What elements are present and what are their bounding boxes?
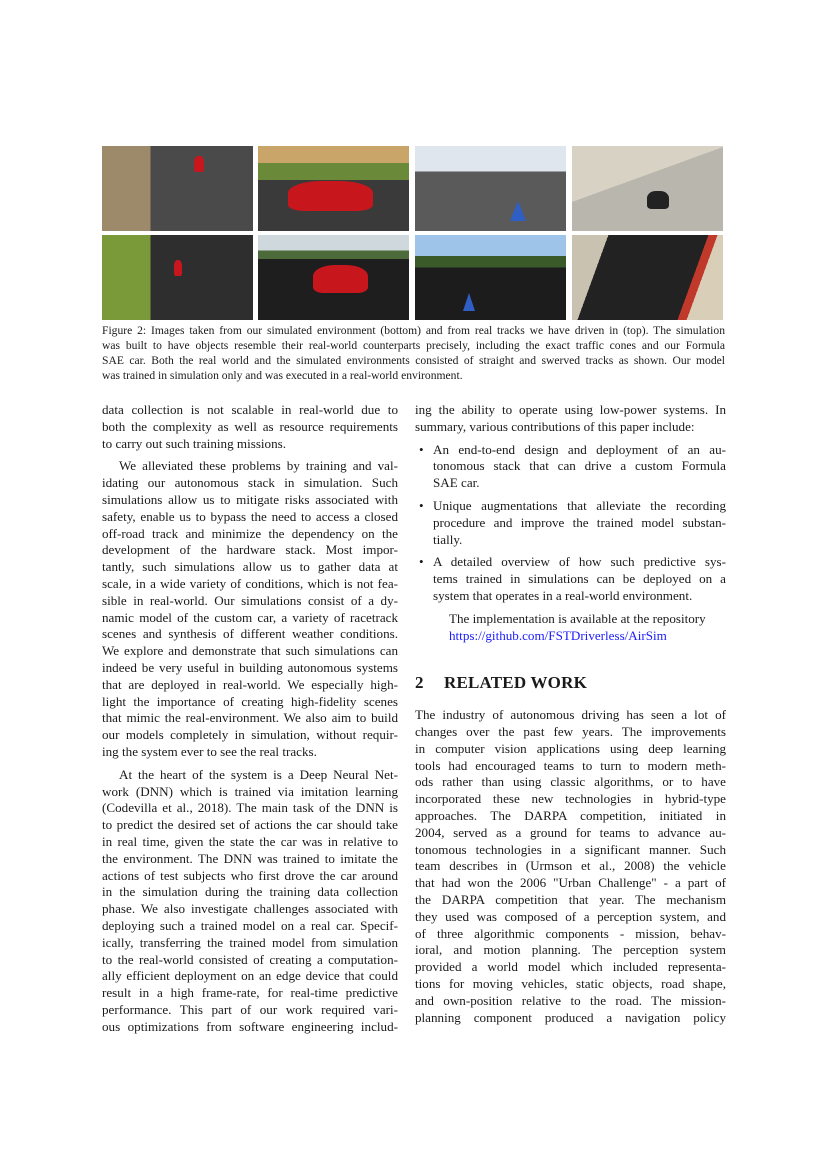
text-line: ods rather than using classic algorithms, or to have — [415, 774, 726, 790]
caption-line: Figure 2: Images taken from our simulated environment (bottom) and from real tracks we have driven in (top). The simulation — [102, 324, 725, 337]
body-paragraph — [102, 402, 398, 452]
contribution-bullet — [415, 554, 726, 604]
section-heading — [415, 675, 726, 692]
text-line: ing the ability to operate using low-power systems. In — [415, 402, 726, 417]
text-line: scale, in a wide variety of conditions, which is not fea- — [102, 575, 398, 591]
text-line: performance. This part of our work required vari- — [102, 1001, 398, 1017]
photo-real-formula-car — [258, 146, 409, 231]
text-line: procedure and improve the trained model substan- — [433, 514, 726, 530]
text-line: both the complexity as well as resource requirements — [102, 418, 398, 434]
right-column — [415, 402, 726, 1032]
text-line: deploying such a trained model on a real car. Specif- — [102, 917, 398, 933]
text-line: tonomous stack that can drive a custom Formula — [433, 458, 726, 474]
section-title: RELATED WORK — [444, 673, 587, 693]
text-line: tantly, such simulations allow us to gather data at — [102, 559, 398, 575]
text-line: to predict the desired set of actions the car should take — [102, 817, 398, 833]
text-line: our models completely in simulation, without requir- — [102, 727, 398, 743]
intro-paragraph — [415, 402, 726, 436]
text-line: We alleviated these problems by training and val- — [119, 458, 398, 474]
text-line: the environment. The DNN was trained to imitate the — [102, 850, 398, 866]
text-line: data collection is not scalable in real-world due to — [102, 402, 398, 417]
text-line: development of the hardware stack. Most impor- — [102, 542, 398, 558]
text-line: We explore and demonstrate that such simulations can — [102, 643, 398, 659]
text-line: • A detailed overview of how such predictive sys- — [433, 554, 726, 570]
sim-track-cones — [415, 235, 566, 320]
text-line: tions for moving vehicles, static objects, road shape, — [415, 975, 726, 991]
text-line: The industry of autonomous driving has seen a lot of — [415, 707, 726, 723]
caption-line: was built to have objects resemble their real-world counterparts precisely, including the exact traffic cones and our Formula — [102, 339, 725, 352]
text-line: summary, various contributions of this paper include: — [415, 418, 695, 434]
figure-2-image-grid — [102, 146, 725, 321]
figure-caption — [102, 323, 725, 383]
text-line: tems trained in simulations can be deployed on a — [433, 571, 726, 587]
text-line: • Unique augmentations that alleviate the recording — [433, 497, 726, 513]
repository-note — [415, 611, 726, 645]
contribution-bullet — [415, 442, 726, 492]
text-line: incorporated these new technologies in hybrid-type — [415, 791, 726, 807]
contribution-bullet — [415, 498, 726, 548]
text-line: scenes and synthesis of different weather conditions. — [102, 626, 398, 642]
text-line: • An end-to-end design and deployment of an au- — [433, 441, 726, 457]
text-line: provided a world model which included representa- — [415, 959, 726, 975]
text-line: ally efficient deployment on an edge device that could — [102, 968, 398, 984]
photo-real-swerved-track — [572, 146, 723, 231]
text-line: phase. We also investigate challenges associated with — [102, 901, 398, 917]
repo-link[interactable]: https://github.com/FSTDriverless/AirSim — [449, 627, 667, 643]
section-number: 2 — [415, 673, 424, 693]
left-column — [102, 402, 398, 1041]
caption-line: was trained in simulation only and was executed in a real-world environment. — [102, 369, 463, 382]
photo-real-aerial-track — [102, 146, 253, 231]
text-line: they used was composed of a perception system, and — [415, 908, 726, 924]
text-line: ically, transferring the trained model from simulation — [102, 934, 398, 950]
text-line: tools had encouraged teams to turn to modern meth- — [415, 757, 726, 773]
text-line: SAE car. — [433, 475, 480, 491]
text-line: to carry out such training missions. — [102, 435, 287, 451]
contributions-list — [415, 442, 726, 605]
text-line: in computer vision applications using deep learning — [415, 740, 726, 756]
text-line: that had won the 2006 "Urban Challenge" - a part of — [415, 875, 726, 891]
text-line: planning component produced a navigation policy — [415, 1009, 726, 1025]
text-line: simulations allow us to mitigate risks associated with — [102, 491, 398, 507]
text-line: the DARPA competition that year. The mechanism — [415, 891, 726, 907]
text-line: safety, enable us to bypass the need to access a closed — [102, 508, 398, 524]
text-line: team describes in (Urmson et al., 2008) the vehicle — [415, 858, 726, 874]
text-line: tonomous technologies in a significant manner. Such — [415, 841, 726, 857]
caption-line: SAE car. Both the real world and the simulated environments consisted of straight and swerved tracks as shown. Our model — [102, 354, 725, 367]
sim-formula-car — [258, 235, 409, 320]
text-line: light the importance of creating high-fidelity scenes — [102, 693, 398, 709]
sim-swerved-track — [572, 235, 723, 320]
text-line: ing the system ever to see the real tracks. — [102, 743, 317, 759]
photo-real-track-cones — [415, 146, 566, 231]
related-work-paragraph — [415, 707, 726, 1026]
text-line: idating our autonomous stack in simulation. Such — [102, 475, 398, 491]
text-line: At the heart of the system is a Deep Neural Net- — [119, 766, 398, 782]
body-paragraph — [102, 458, 398, 760]
text-line: work (DNN) which is trained via imitation learning — [102, 783, 398, 799]
text-line: sible in real-world. Our simulations consist of a dy- — [102, 592, 398, 608]
text-line: that mimic the real-environment. We also aim to build — [102, 710, 398, 726]
text-line: (Codevilla et al., 2018). The main task of the DNN is — [102, 800, 398, 816]
text-line: ous optimizations from software engineering includ- — [102, 1018, 398, 1034]
text-line: changes over the past few years. The improvements — [415, 723, 726, 739]
text-line: of three algorithmic components - mission, behav- — [415, 925, 726, 941]
text-line: to the real-world consisted of creating a computation- — [102, 951, 398, 967]
text-line: 2004, served as a ground for teams to advance au- — [415, 824, 726, 840]
text-line: that are deployed in real-world. We especially high- — [102, 676, 398, 692]
text-line: in real time, given the state the car was in relative to — [102, 833, 398, 849]
text-line: namic model of the custom car, a variety of racetrack — [102, 609, 398, 625]
text-line: approaches. The DARPA competition, initiated in — [415, 807, 726, 823]
text-line: result in a high frame-rate, for real-time predictive — [102, 985, 398, 1001]
sim-aerial-track — [102, 235, 253, 320]
text-line: indeed be very useful in building autonomous systems — [102, 659, 398, 675]
text-line: tially. — [433, 531, 463, 547]
repo-text: The implementation is available at the repository — [449, 610, 706, 626]
text-line: ioral, and motion planning. The perception system — [415, 942, 726, 958]
text-line: and own-position relative to the road. The mission- — [415, 992, 726, 1008]
text-line: in the simulation during the training data collection — [102, 884, 398, 900]
text-line: actions of test subjects who first drove the car around — [102, 867, 398, 883]
text-line: off-road track and minimize the dependency on the — [102, 525, 398, 541]
text-line: system that operates in a real-world environment. — [433, 587, 693, 603]
body-paragraph — [102, 767, 398, 1036]
